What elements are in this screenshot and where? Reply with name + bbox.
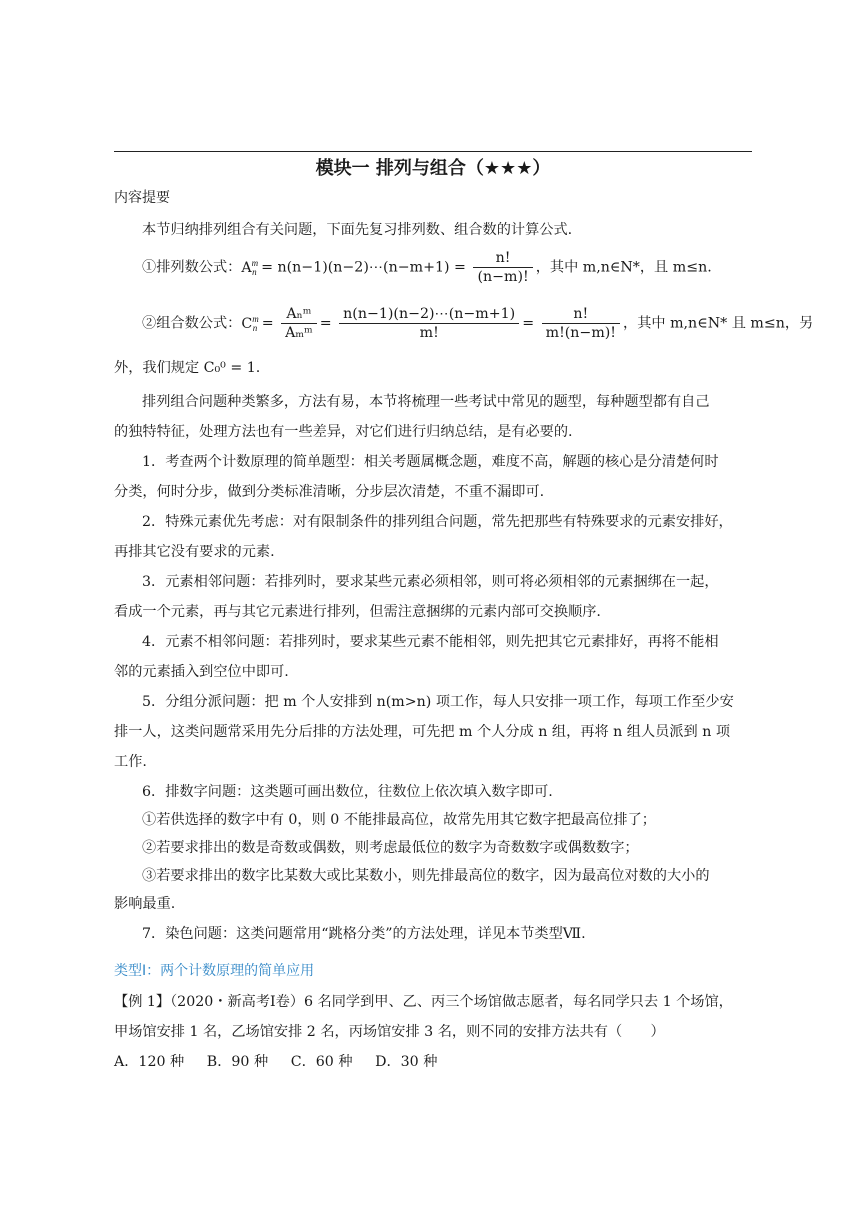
perm-label: ①排列数公式： [142,259,242,276]
intro-line: 本节归纳排列组合有关问题，下面先复习排列数、组合数的计算公式. [142,222,573,238]
option-c: C．60 种 [290,1054,353,1070]
perm-product: = n(n−1)(n−2)⋯(n−m+1) = [261,259,466,276]
perm-fraction: $\frac{n!}{(n-m)!}$ [473,250,532,285]
type1-heading: 类型Ⅰ：两个计数原理的简单应用 [114,963,315,979]
example1-options [114,1052,754,1072]
paragraph-line: 3．元素相邻问题：若排列时，要求某些元素必须相邻，则可将必须相邻的元素捆绑在一起， [142,574,719,590]
paragraph-line: 邻的元素插入到空位中即可. [114,664,289,680]
paragraph-line: 排一人，这类问题常采用先分后排的方法处理，可先把 m 个人分成 n 组，再将 n 组人员派到 n 项 [114,724,731,740]
paragraph-line: 5．分组分派问题：把 m 个人安排到 n(m>n) 项工作，每人只安排一项工作，每项工作至少安 [142,694,734,710]
paragraph-line: ③若要求排出的数字比某数大或比某数小，则先排最高位的数字，因为最高位对数的大小的 [142,868,710,884]
paragraph-line: 的独特特征，处理方法也有一些差异，对它们进行归纳总结，是有必要的. [114,424,573,440]
header-rule [114,151,752,152]
comb-fraction-1: $\frac{\text{Aₙᵐ}}{\text{Aₘᵐ}}$ [281,306,317,341]
option-d: D．30 种 [375,1054,438,1070]
option-a: A．120 种 [114,1054,185,1070]
comb-continuation: 外，我们规定 C₀⁰ = 1. [114,360,261,376]
comb-fraction-3: $\frac{n!}{m!(n-m)!}$ [542,306,620,341]
paragraph-line: ②若要求排出的数是奇数或偶数，则考虑最低位的数字为奇数数字或偶数数字； [142,840,639,856]
combination-formula: ②组合数公式：$C^m_n$ = $\frac{\text{Aₙᵐ}}{\text{Aₘᵐ}}$ = $\frac{n(n-1)(n-2)\cdots(n-m+1)}{m!}$ = $\frac{n!}{m!(n-m)!}$ ，其中 m,n∈N* 且 m≤n，另 [142,306,814,341]
perm-condition: ，其中 m,n∈N*，且 m≤n. [535,259,712,276]
paragraph-line: 排列组合问题种类繁多，方法有易，本节将梳理一些考试中常见的题型，每种题型都有自己 [142,394,710,410]
comb-label: ②组合数公式： [142,315,242,332]
comb-symbol: $C^m_n$ [241,313,259,334]
paragraph-line: 7．染色问题：这类问题常用“跳格分类”的方法处理，详见本节类型Ⅶ. [142,926,586,942]
example1-line: 甲场馆安排 1 名，乙场馆安排 2 名，丙场馆安排 3 名，则不同的安排方法共有（ ） [114,1024,665,1040]
permutation-formula [142,250,712,285]
paragraph-line: ①若供选择的数字中有 0，则 0 不能排最高位，故常先用其它数字把最高位排了； [142,812,656,828]
comb-condition: ，其中 m,n∈N* 且 m≤n，另 [623,315,814,332]
example1-line: 【例 1】（2020・新高考Ⅰ卷）6 名同学到甲、乙、丙三个场馆做志愿者，每名同学只去 1 个场馆， [114,994,733,1010]
paragraph-line: 再排其它没有要求的元素. [114,544,275,560]
paragraph-line: 4．元素不相邻问题：若排列时，要求某些元素不能相邻，则先把其它元素排好，再将不能相 [142,634,719,650]
module-title: 模块一 排列与组合（★★★） [315,158,551,179]
intro-heading: 内容提要 [114,190,170,206]
paragraph-line: 工作. [114,754,147,770]
perm-symbol: $A^m_n$ [241,257,259,278]
paragraph-line: 6．排数字问题：这类题可画出数位，往数位上依次填入数字即可. [142,784,553,800]
option-b: B．90 种 [206,1054,269,1070]
paragraph-line: 看成一个元素，再与其它元素进行排列，但需注意捆绑的元素内部可交换顺序. [114,604,601,620]
paragraph-line: 影响最重. [114,896,176,912]
paragraph-line: 1．考查两个计数原理的简单题型：相关考题属概念题，难度不高，解题的核心是分清楚何时 [142,454,719,470]
paragraph-line: 2．特殊元素优先考虑：对有限制条件的排列组合问题，常先把那些有特殊要求的元素安排好， [142,514,733,530]
paragraph-line: 分类，何时分步，做到分类标准清晰，分步层次清楚，不重不漏即可. [114,484,545,500]
comb-fraction-2: $\frac{n(n-1)(n-2)\cdots(n-m+1)}{m!}$ [339,306,519,341]
